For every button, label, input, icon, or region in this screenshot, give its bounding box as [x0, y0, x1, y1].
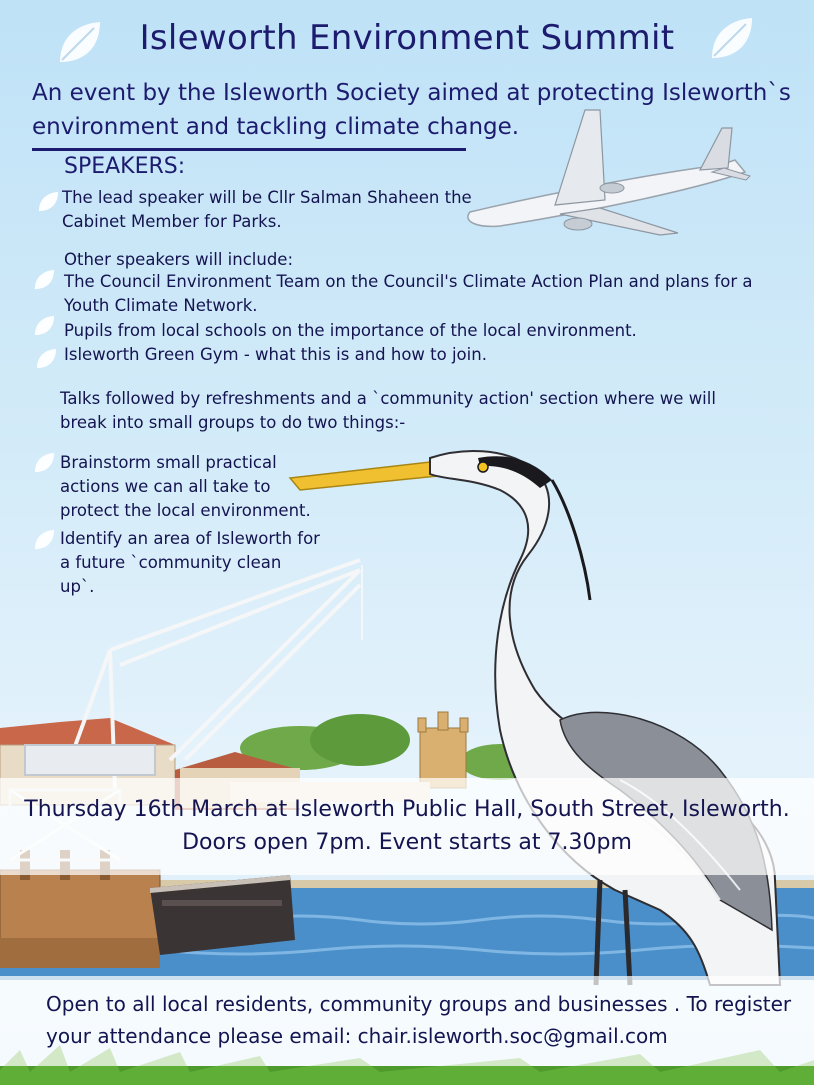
lead-speaker-text: The lead speaker will be Cllr Salman Shaheen the Cabinet Member for Parks. — [62, 188, 472, 231]
divider — [32, 148, 466, 151]
speaker-item: Pupils from local schools on the importance of the local environment. — [64, 321, 637, 340]
registration-text: Open to all local residents, community groups and businesses . To register your attendance please email: chair.isleworth.soc@gmail.com — [46, 992, 792, 1048]
event-date-venue: Thursday 16th March at Isleworth Public Hall, South Street, Isleworth. — [24, 797, 790, 822]
leaf-icon — [36, 190, 60, 214]
leaf-icon — [32, 268, 56, 292]
event-times: Doors open 7pm. Event starts at 7.30pm — [182, 830, 632, 855]
page-title: Isleworth Environment Summit — [139, 18, 675, 58]
action-item: Identify an area of Isleworth for a future `community clean up`. — [60, 529, 320, 596]
speaker-item: The Council Environment Team on the Council's Climate Action Plan and plans for a Youth Climate Network. — [64, 272, 753, 315]
church-tower-illustration — [418, 712, 468, 788]
leaf-icon — [32, 451, 56, 475]
speakers-heading: SPEAKERS: — [64, 154, 186, 179]
action-item: Brainstorm small practical actions we can all take to protect the local environment. — [60, 453, 311, 520]
other-speakers-intro: Other speakers will include: — [64, 250, 294, 269]
leaf-icon — [32, 528, 56, 552]
subtitle: An event by the Isleworth Society aimed at protecting Isleworth`s environment and tackling climate change. — [32, 80, 791, 140]
speaker-item: Isleworth Green Gym - what this is and how to join. — [64, 345, 487, 364]
talks-text: Talks followed by refreshments and a `community action' section where we will break into small groups to do two things:- — [60, 389, 716, 432]
leaf-icon — [32, 314, 56, 338]
leaf-icon — [34, 347, 58, 371]
event-details — [0, 793, 814, 859]
